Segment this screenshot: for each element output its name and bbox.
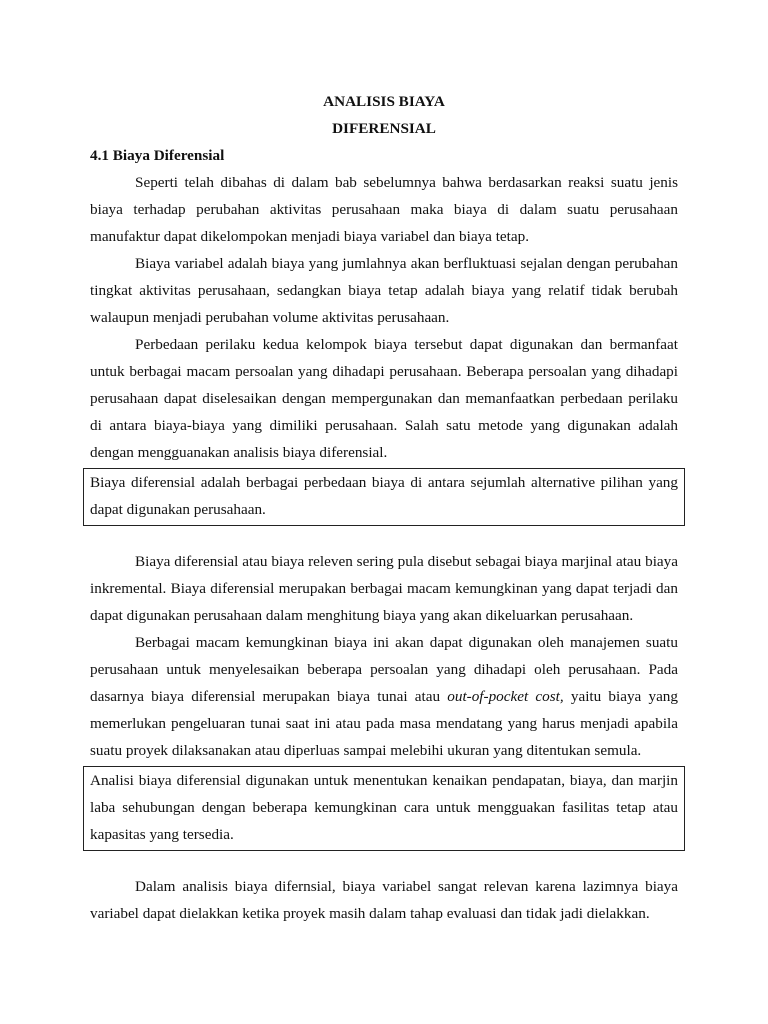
paragraph-4: Biaya diferensial atau biaya releven sering pula disebut sebagai biaya marjinal atau biaya inkremental. Biaya diferensial merupakan berbagai macam kemungkinan yang dapat terjadi dan dapat digunakan perusahaan dalam menghitung biaya yang akan dikeluarkan perusahaan. — [90, 553, 678, 624]
paragraph-1: Seperti telah dibahas di dalam bab sebelumnya bahwa berdasarkan reaksi suatu jenis biaya terhadap perubahan aktivitas perusahaan maka biaya di dalam suatu perusahaan manufaktur dapat dikelompokan menjadi biaya variabel dan biaya tetap. — [90, 174, 678, 245]
spacer — [90, 851, 678, 873]
definition-text: Biaya diferensial adalah berbagai perbedaan biaya di antara sejumlah alternative pilihan yang dapat digunakan perusahaan. — [90, 474, 678, 518]
document-title: ANALISIS BIAYA — [323, 93, 445, 110]
paragraph-3: Perbedaan perilaku kedua kelompok biaya tersebut dapat digunakan dan bermanfaat untuk berbagai macam persoalan yang dihadapi perusahaan. Beberapa persoalan yang dihadapi perusahaan dapat diselesaikan dengan mempergunakan dan memanfaatkan perbedaan perilaku di antara biaya-biaya yang dimiliki perusahaan. Salah satu metode yang digunakan adalah dengan mengguanakan analisis biaya diferensial. — [90, 336, 678, 461]
paragraph-2: Biaya variabel adalah biaya yang jumlahnya akan berfluktuasi sejalan dengan perubahan tingkat aktivitas perusahaan, sedangkan biaya tetap adalah biaya yang relatif tidak berubah walaupun menjadi perubahan volume aktivitas perusahaan. — [90, 255, 678, 326]
paragraph-5-text-a: Berbagai macam kemungkinan biaya ini akan dapat digunakan oleh manajemen suatu perusahaan untuk menyelesaikan beberapa persoalan yang dihadapi oleh perusahaan. Pada dasarnya biaya diferensial merupakan biaya tunai atau — [90, 634, 678, 705]
paragraph-5-text-b: yaitu biaya yang memerlukan pengeluaran tunai saat ini atau pada masa mendatang yang harus menjadi apabila suatu proyek dilaksanakan atau diperluas sampai melebihi ukuran yang ditentukan semula. — [90, 688, 678, 759]
section-heading: 4.1 Biaya Diferensial — [90, 147, 225, 164]
definition-box — [83, 468, 685, 526]
page-content — [90, 88, 678, 927]
paragraph-5-italic-term: out-of-pocket cost, — [447, 688, 564, 705]
analysis-box — [83, 766, 685, 851]
paragraph-6: Dalam analisis biaya difernsial, biaya variabel sangat relevan karena lazimnya biaya variabel dapat dielakkan ketika proyek masih dalam tahap evaluasi dan tidak jadi dielakkan. — [90, 878, 678, 922]
document-subtitle: DIFERENSIAL — [332, 120, 436, 137]
paragraph-5 — [90, 629, 678, 764]
analysis-text: Analisi biaya diferensial digunakan untuk menentukan kenaikan pendapatan, biaya, dan marjin laba sehubungan dengan beberapa kemungkinan cara untuk mengguakan fasilitas tetap atau kapasitas yang tersedia. — [90, 772, 678, 843]
spacer — [90, 526, 678, 548]
